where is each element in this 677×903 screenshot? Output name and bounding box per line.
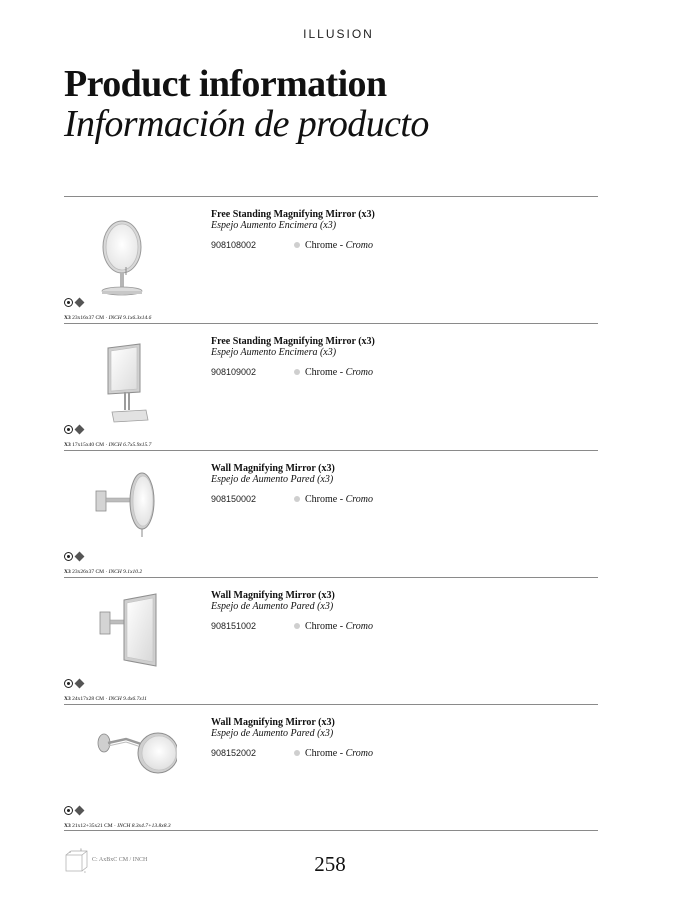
product-name-en: Wall Magnifying Mirror (x3) [211,590,335,601]
feature-icons [64,425,94,435]
product-finish: Chrome - Cromo [305,367,373,378]
led-light-icon [64,552,73,561]
magnification-icon [75,298,85,308]
product-name-es: Espejo de Aumento Pared (x3) [211,728,334,739]
magnification-icon [75,806,85,816]
product-dimensions: X3 21x12+35x21 CM · INCH 8.3x4.7+13.8x8.3 [64,823,171,829]
chrome-swatch-icon [294,242,300,248]
led-light-icon [64,425,73,434]
product-row [64,196,598,323]
product-dimensions: X3 24x17x28 CM · INCH 9.4x6.7x11 [64,696,147,702]
product-reference: 908150002 [211,494,257,504]
product-reference: 908109002 [211,367,257,377]
chrome-swatch-icon [294,623,300,629]
product-name-en: Free Standing Magnifying Mirror (x3) [211,336,375,347]
collection-name: ILLUSION [303,27,374,41]
led-light-icon [64,298,73,307]
product-dimensions: X3 23x16x37 CM · INCH 9.1x6.3x14.6 [64,315,152,321]
product-info [211,463,591,506]
led-light-icon [64,806,73,815]
magnification-icon [75,425,85,435]
product-dimensions: X3 17x15x40 CM · INCH 6.7x5.9x15.7 [64,442,152,448]
product-row [64,450,598,577]
product-info [211,590,591,633]
product-name-en: Wall Magnifying Mirror (x3) [211,717,335,728]
product-finish: Chrome - Cromo [305,240,373,251]
chrome-swatch-icon [294,750,300,756]
extendable-wall-mirror-icon [82,715,177,809]
product-info [211,209,591,252]
page-number: 258 [314,852,346,876]
product-row [64,704,598,831]
rectangular-wall-mirror-icon [82,588,177,682]
product-row [64,577,598,704]
round-standing-mirror-icon [82,207,177,301]
page-title: Product information [64,63,387,105]
chrome-swatch-icon [294,369,300,375]
product-row [64,323,598,450]
dimension-legend: C: AxBxC CM / INCH [92,857,148,863]
product-info [211,336,591,379]
product-reference: 908152002 [211,748,257,758]
magnification-icon [75,679,85,689]
chrome-swatch-icon [294,496,300,502]
product-reference: 908151002 [211,621,257,631]
feature-icons [64,552,94,562]
led-light-icon [64,679,73,688]
svg-text:A: A [69,850,72,854]
page-subtitle: Información de producto [64,103,429,145]
product-reference: 908108002 [211,240,257,250]
product-name-es: Espejo de Aumento Pared (x3) [211,474,334,485]
product-name-es: Espejo Aumento Encimera (x3) [211,347,337,358]
product-name-en: Free Standing Magnifying Mirror (x3) [211,209,375,220]
feature-icons [64,679,94,689]
round-wall-mirror-icon [82,461,177,555]
product-finish: Chrome - Cromo [305,621,373,632]
product-dimensions: X3 23x26x37 CM · INCH 9.1x10.2 [64,569,143,575]
feature-icons [64,298,94,308]
magnification-icon [75,552,85,562]
product-finish: Chrome - Cromo [305,494,373,505]
product-name-en: Wall Magnifying Mirror (x3) [211,463,335,474]
product-name-es: Espejo Aumento Encimera (x3) [211,220,337,231]
svg-text:B: B [80,848,83,852]
feature-icons [64,806,94,816]
svg-text:C: C [84,870,87,874]
product-info [211,717,591,760]
product-list [64,196,598,831]
product-finish: Chrome - Cromo [305,748,373,759]
product-name-es: Espejo de Aumento Pared (x3) [211,601,334,612]
rectangular-standing-mirror-icon [82,334,177,428]
